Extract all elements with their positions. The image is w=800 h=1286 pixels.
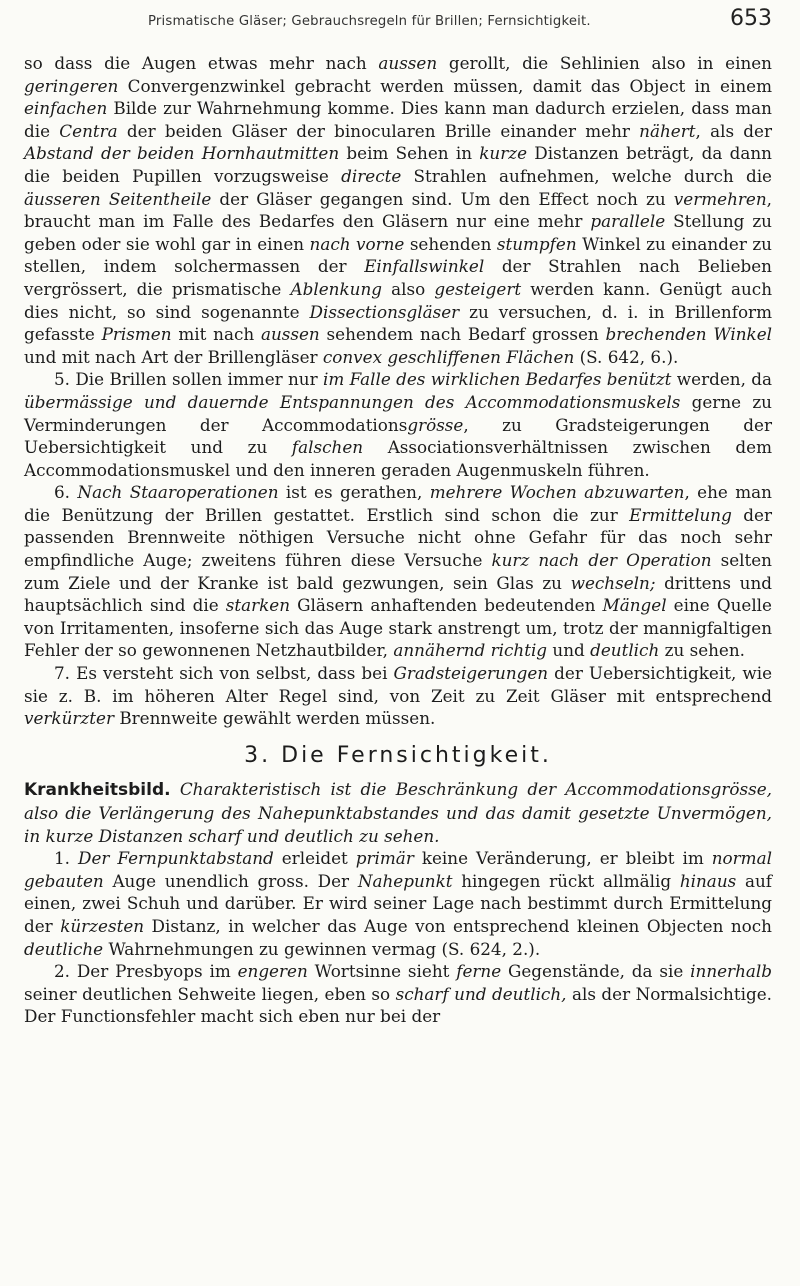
running-title: Prismatische Gläser; Gebrauchsregeln für Brillen; Fernsichtigkeit. <box>148 14 591 29</box>
page-header <box>24 6 772 44</box>
paragraph-item-5: 5. Die Brillen sollen immer nur im Falle des wirklichen Bedarfes benützt werden, da übermässige und dauernde Entspannungen des Accommodationsmuskels gerne zu Verminderungen der Accommodationsgrösse, zu Gradsteigerungen der Uebersichtigkeit und zu falschen Associationsverhältnissen zwischen dem Accommodationsmuskel und den inneren geraden Augenmuskeln führen. <box>24 369 773 480</box>
paragraph-item-2: 2. Der Presbyops im engeren Wortsinne sieht ferne Gegenstände, da sie innerhalb seiner deutlichen Sehweite liegen, eben so scharf und deutlich, als der Normalsichtige. Der Functionsfehler macht sich eben nur bei der <box>24 961 772 1027</box>
paragraph-krankheitsbild: Krankheitsbild. Charakteristisch ist die Beschränkung der Accommodationsgrösse, also die Verlängerung des Nahepunktabstandes und das damit gesetzte Unvermögen, in kurze Distanzen scharf und deutlich zu sehen. <box>24 779 772 846</box>
krankheitsbild-label: Krankheitsbild. <box>24 780 171 801</box>
paragraph-item-7: 7. Es versteht sich von selbst, dass bei Gradsteigerungen der Uebersichtigkeit, wie sie z. B. im höheren Alter Regel sind, von Zeit zu Zeit Gläser mit entsprechend verkürzter Brennweite gewählt werden müssen. <box>24 663 772 729</box>
paragraph-item-6: 6. Nach Staaroperationen ist es gerathen, mehrere Wochen abzuwarten, ehe man die Benützung der Brillen gestattet. Erstlich sind schon die zur Ermittelung der passenden Brennweite nöthigen Versuche nicht ohne Gefahr für das noch sehr empfindliche Auge; zweitens führen diese Versuche kurz nach der Operation selten zum Ziele und der Kranke ist bald gezwungen, sein Glas zu wechseln; drittens und hauptsächlich sind die starken Gläsern anhaftenden bedeutenden Mängel eine Quelle von Irritamenten, insoferne sich das Auge stark anstrengt um, trotz der mannigfaltigen Fehler der so gewonnenen Netzhautbilder, annähernd richtig und deutlich zu sehen. <box>24 482 772 661</box>
page-number: 653 <box>730 6 772 31</box>
section-heading: 3. Die Fernsichtigkeit. <box>244 742 552 768</box>
paragraph-continuation: so dass die Augen etwas mehr nach aussen gerollt, die Sehlinien also in einen geringeren Convergenzwinkel gebracht werden müssen, damit das Object in einem einfachen Bilde zur Wahrnehmung komme. Dies kann man dadurch erzielen, dass man die Centra der beiden Gläser der binocularen Brille einander mehr nähert, als der Abstand der beiden Hornhautmitten beim Sehen in kurze Distanzen beträgt, da dann die beiden Pupillen vorzugsweise directe Strahlen aufnehmen, welche durch die äusseren Seitentheile der Gläser gegangen sind. Um den Effect noch zu vermehren, braucht man im Falle des Bedarfes den Gläsern nur eine mehr parallele Stellung zu geben oder sie wohl gar in einen nach vorne sehenden stumpfen Winkel zu einander zu stellen, indem solchermassen der Einfallswinkel der Strahlen nach Belieben vergrössert, die prismatische Ablenkung also gesteigert werden kann. Genügt auch dies nicht, so sind sogenannte Dissectionsgläser zu versuchen, d. i. in Brillenform gefasste Prismen mit nach aussen sehendem nach Bedarf grossen brechenden Winkel und mit nach Art der Brillengläser convex geschliffenen Flächen (S. 642, 6.). <box>24 53 773 367</box>
page-body <box>24 52 772 1028</box>
paragraph-item-1: 1. Der Fernpunktabstand erleidet primär keine Veränderung, er bleibt im normal gebauten Auge unendlich gross. Der Nahepunkt hingegen rückt allmälig hinaus auf einen, zwei Schuh und darüber. Er wird seiner Lage nach bestimmt durch Ermittelung der kürzesten Distanz, in welcher das Auge von entsprechend kleinen Objecten noch deutliche Wahrnehmungen zu gewinnen vermag (S. 624, 2.). <box>24 848 772 959</box>
